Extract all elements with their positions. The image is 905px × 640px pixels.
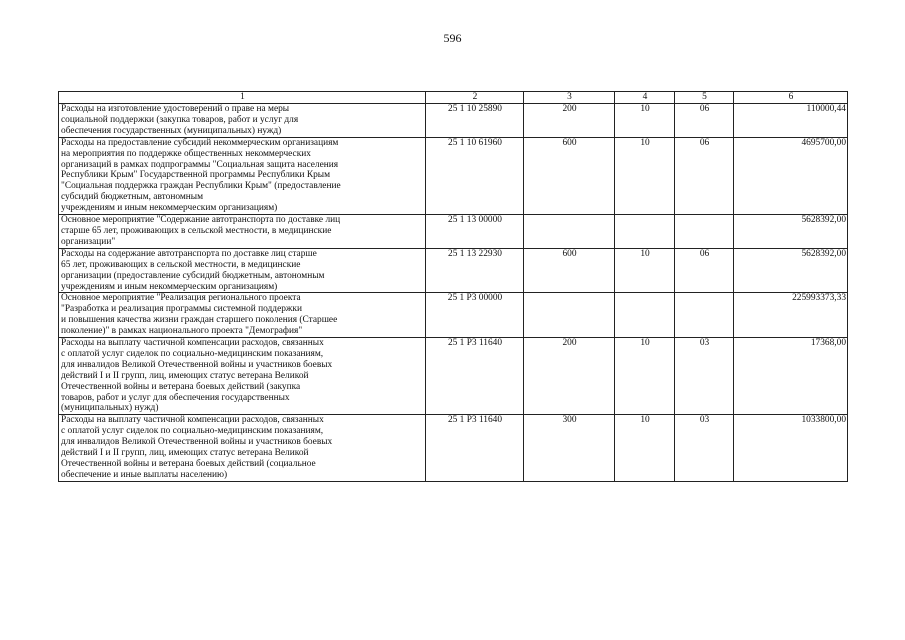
table-row: [59, 137, 848, 214]
table-body: [59, 104, 848, 482]
row-name-cell: Расходы на изготовление удостоверений о праве на меры социальной поддержки (закупка товаров, работ и услуг для обеспечения государственных (муниципальных) нужд): [59, 104, 426, 138]
row-target-article-cell: 25 1 13 00000: [426, 215, 524, 249]
column-header-1: 1: [59, 92, 426, 104]
row-amount-cell: 5628392,00: [734, 215, 848, 249]
column-header-4: 4: [615, 92, 675, 104]
row-amount-cell: 225993373,33: [734, 293, 848, 338]
row-amount-cell: 1033800,00: [734, 415, 848, 481]
row-target-article-cell: 25 1 10 25890: [426, 104, 524, 138]
row-expense-type-cell: 600: [524, 137, 615, 214]
row-section-cell: 10: [615, 415, 675, 481]
table-row: [59, 104, 848, 138]
row-target-article-cell: 25 1 13 22930: [426, 248, 524, 293]
row-expense-type-cell: [524, 215, 615, 249]
row-target-article-cell: 25 1 Р3 11640: [426, 338, 524, 415]
row-section-cell: [615, 293, 675, 338]
row-subsection-cell: [675, 215, 734, 249]
row-name-cell: Расходы на выплату частичной компенсации расходов, связанных с оплатой услуг сиделок по социально-медицинским показаниям, для инвалидов Великой Отечественной войны и участников боевых действий I и II групп, лиц, имеющих статус ветерана Великой Отечественной войны и ветерана боевых действий (социальное обеспечение и иные выплаты населению): [59, 415, 426, 481]
row-expense-type-cell: 600: [524, 248, 615, 293]
page-number: 596: [443, 31, 462, 45]
budget-table: [58, 91, 848, 482]
row-section-cell: 10: [615, 104, 675, 138]
row-target-article-cell: 25 1 10 61960: [426, 137, 524, 214]
row-target-article-cell: 25 1 Р3 11640: [426, 415, 524, 481]
row-subsection-cell: 03: [675, 415, 734, 481]
table-header-row: [59, 92, 848, 104]
row-expense-type-cell: [524, 293, 615, 338]
table-row: [59, 338, 848, 415]
row-target-article-cell: 25 1 Р3 00000: [426, 293, 524, 338]
table-row: [59, 215, 848, 249]
row-expense-type-cell: 200: [524, 104, 615, 138]
row-section-cell: [615, 215, 675, 249]
row-expense-type-cell: 300: [524, 415, 615, 481]
table-row: [59, 248, 848, 293]
row-section-cell: 10: [615, 137, 675, 214]
row-section-cell: 10: [615, 338, 675, 415]
row-amount-cell: 110000,44: [734, 104, 848, 138]
row-subsection-cell: 06: [675, 137, 734, 214]
row-name-cell: Основное мероприятие "Содержание автотранспорта по доставке лиц старше 65 лет, проживающих в сельской местности, в медицинские организации": [59, 215, 426, 249]
column-header-5: 5: [675, 92, 734, 104]
row-subsection-cell: 03: [675, 338, 734, 415]
row-amount-cell: 4695700,00: [734, 137, 848, 214]
column-header-2: 2: [426, 92, 524, 104]
row-name-cell: Расходы на содержание автотранспорта по доставке лиц старше 65 лет, проживающих в сельской местности, в медицинские организации (предоставление субсидий бюджетным, автономным учреждениям и иным некоммерческим организациям): [59, 248, 426, 293]
row-subsection-cell: 06: [675, 104, 734, 138]
table-row: [59, 415, 848, 481]
row-expense-type-cell: 200: [524, 338, 615, 415]
column-header-3: 3: [524, 92, 615, 104]
row-amount-cell: 5628392,00: [734, 248, 848, 293]
row-subsection-cell: [675, 293, 734, 338]
column-header-6: 6: [734, 92, 848, 104]
row-name-cell: Расходы на предоставление субсидий некоммерческим организациям на мероприятия по поддержке общественных некоммерческих организаций в рамках подпрограммы "Социальная защита населения Республики Крым" Государственной программы Республики Крым "Социальная поддержка граждан Республики Крым" (предоставление субсидий бюджетным, автономным учреждениям и иным некоммерческим организациям): [59, 137, 426, 214]
row-section-cell: 10: [615, 248, 675, 293]
row-subsection-cell: 06: [675, 248, 734, 293]
row-name-cell: Расходы на выплату частичной компенсации расходов, связанных с оплатой услуг сиделок по социально-медицинским показаниям, для инвалидов Великой Отечественной войны и участников боевых действий I и II групп, лиц, имеющих статус ветерана Великой Отечественной войны и ветерана боевых действий (закупка товаров, работ и услуг для обеспечения государственных (муниципальных) нужд): [59, 338, 426, 415]
row-name-cell: Основное мероприятие "Реализация регионального проекта "Разработка и реализация программы системной поддержки и повышения качества жизни граждан старшего поколения (Старшее поколение)" в рамках национального проекта "Демография": [59, 293, 426, 338]
row-amount-cell: 17368,00: [734, 338, 848, 415]
table-row: [59, 293, 848, 338]
